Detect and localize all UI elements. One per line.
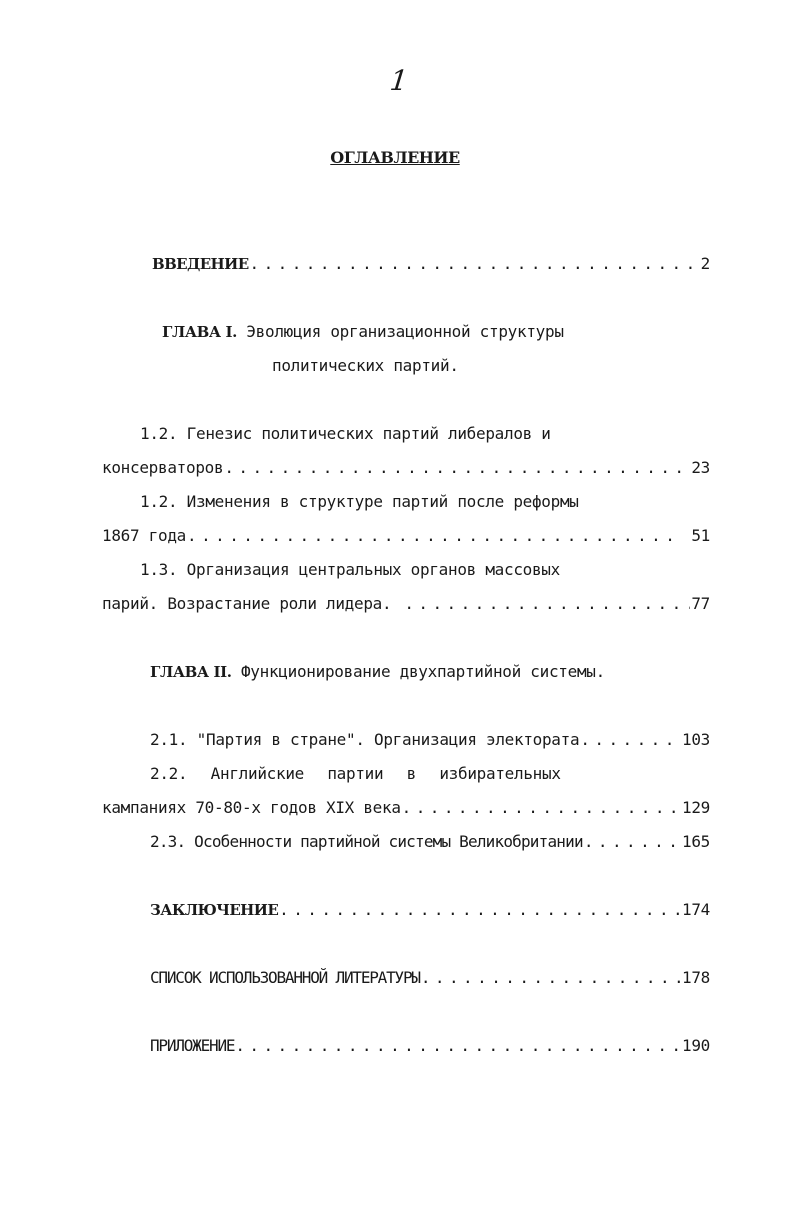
chapter2-heading bbox=[150, 662, 605, 681]
section-1-2-entry bbox=[102, 526, 710, 545]
section-1-3-line1: 1.3. Организация центральных органов массовых bbox=[140, 560, 560, 579]
chapter1-title-line2: политических партий. bbox=[272, 356, 459, 375]
section-1-2-line2: 1867 года bbox=[102, 526, 186, 545]
toc-entry-bibliography bbox=[150, 968, 710, 987]
section-1-1-line1: 1.2. Генезис политических партий либералов и bbox=[140, 424, 551, 443]
dot-leader bbox=[404, 594, 690, 613]
section-2-2-line2: кампаниях 70-80-х годов XIX века bbox=[102, 798, 401, 817]
section-2-1-entry bbox=[150, 730, 710, 749]
appendix-page: 190 bbox=[682, 1036, 710, 1055]
chapter1-label: ГЛАВА I. bbox=[162, 323, 237, 341]
section-2-3-page: 165 bbox=[682, 832, 710, 851]
section-2-2-line1: 2.2. Английские партии в избирательных bbox=[150, 764, 561, 783]
section-1-3-entry bbox=[102, 594, 710, 613]
introduction-label: ВВЕДЕНИЕ bbox=[152, 255, 249, 273]
bibliography-label: СПИСОК ИСПОЛЬЗОВАННОЙ ЛИТЕРАТУРЫ bbox=[150, 968, 420, 987]
section-1-1-entry bbox=[102, 458, 710, 477]
dot-leader bbox=[235, 1036, 681, 1055]
section-2-3-line1: 2.3. Особенности партийной системы Великобритании bbox=[150, 832, 583, 851]
dot-leader bbox=[421, 968, 681, 987]
dot-leader bbox=[580, 730, 681, 749]
section-2-2-entry bbox=[102, 798, 710, 817]
conclusion-page: 174 bbox=[682, 900, 710, 919]
section-1-2-line1: 1.2. Изменения в структуре партий после реформы bbox=[140, 492, 579, 511]
dot-leader bbox=[584, 832, 681, 851]
dot-leader bbox=[187, 526, 679, 545]
section-1-2-page: 51 bbox=[691, 526, 710, 545]
dot-leader bbox=[279, 900, 681, 919]
toc-title: ОГЛАВЛЕНИЕ bbox=[330, 148, 460, 167]
section-1-1-line2: консерваторов bbox=[102, 458, 224, 477]
conclusion-label: ЗАКЛЮЧЕНИЕ bbox=[150, 901, 279, 919]
section-2-1-line1: 2.1. "Партия в стране". Организация электората bbox=[150, 730, 580, 749]
introduction-page: 2 bbox=[700, 254, 710, 273]
toc-entry-appendix bbox=[150, 1036, 710, 1055]
toc-entry-conclusion bbox=[150, 900, 710, 919]
section-2-3-entry bbox=[150, 832, 710, 851]
section-1-3-page: 77 bbox=[691, 594, 710, 613]
section-2-1-page: 103 bbox=[682, 730, 710, 749]
page-number: 1 bbox=[388, 64, 410, 97]
chapter1-heading bbox=[162, 322, 564, 341]
bibliography-page: 178 bbox=[682, 968, 710, 987]
section-2-2-page: 129 bbox=[682, 798, 710, 817]
section-1-1-page: 23 bbox=[691, 458, 710, 477]
toc-entry-introduction bbox=[152, 254, 710, 273]
chapter1-title-line1: Эволюция организационной структуры bbox=[246, 322, 564, 341]
dot-leader bbox=[402, 798, 681, 817]
chapter2-title: Функционирование двухпартийной системы. bbox=[240, 662, 605, 681]
dot-leader bbox=[224, 458, 690, 477]
appendix-label: ПРИЛОЖЕНИЕ bbox=[150, 1036, 235, 1055]
chapter2-label: ГЛАВА II. bbox=[150, 663, 232, 681]
dot-leader bbox=[250, 254, 700, 273]
section-1-3-line2: парий. Возрастание роли лидера. bbox=[102, 594, 392, 613]
